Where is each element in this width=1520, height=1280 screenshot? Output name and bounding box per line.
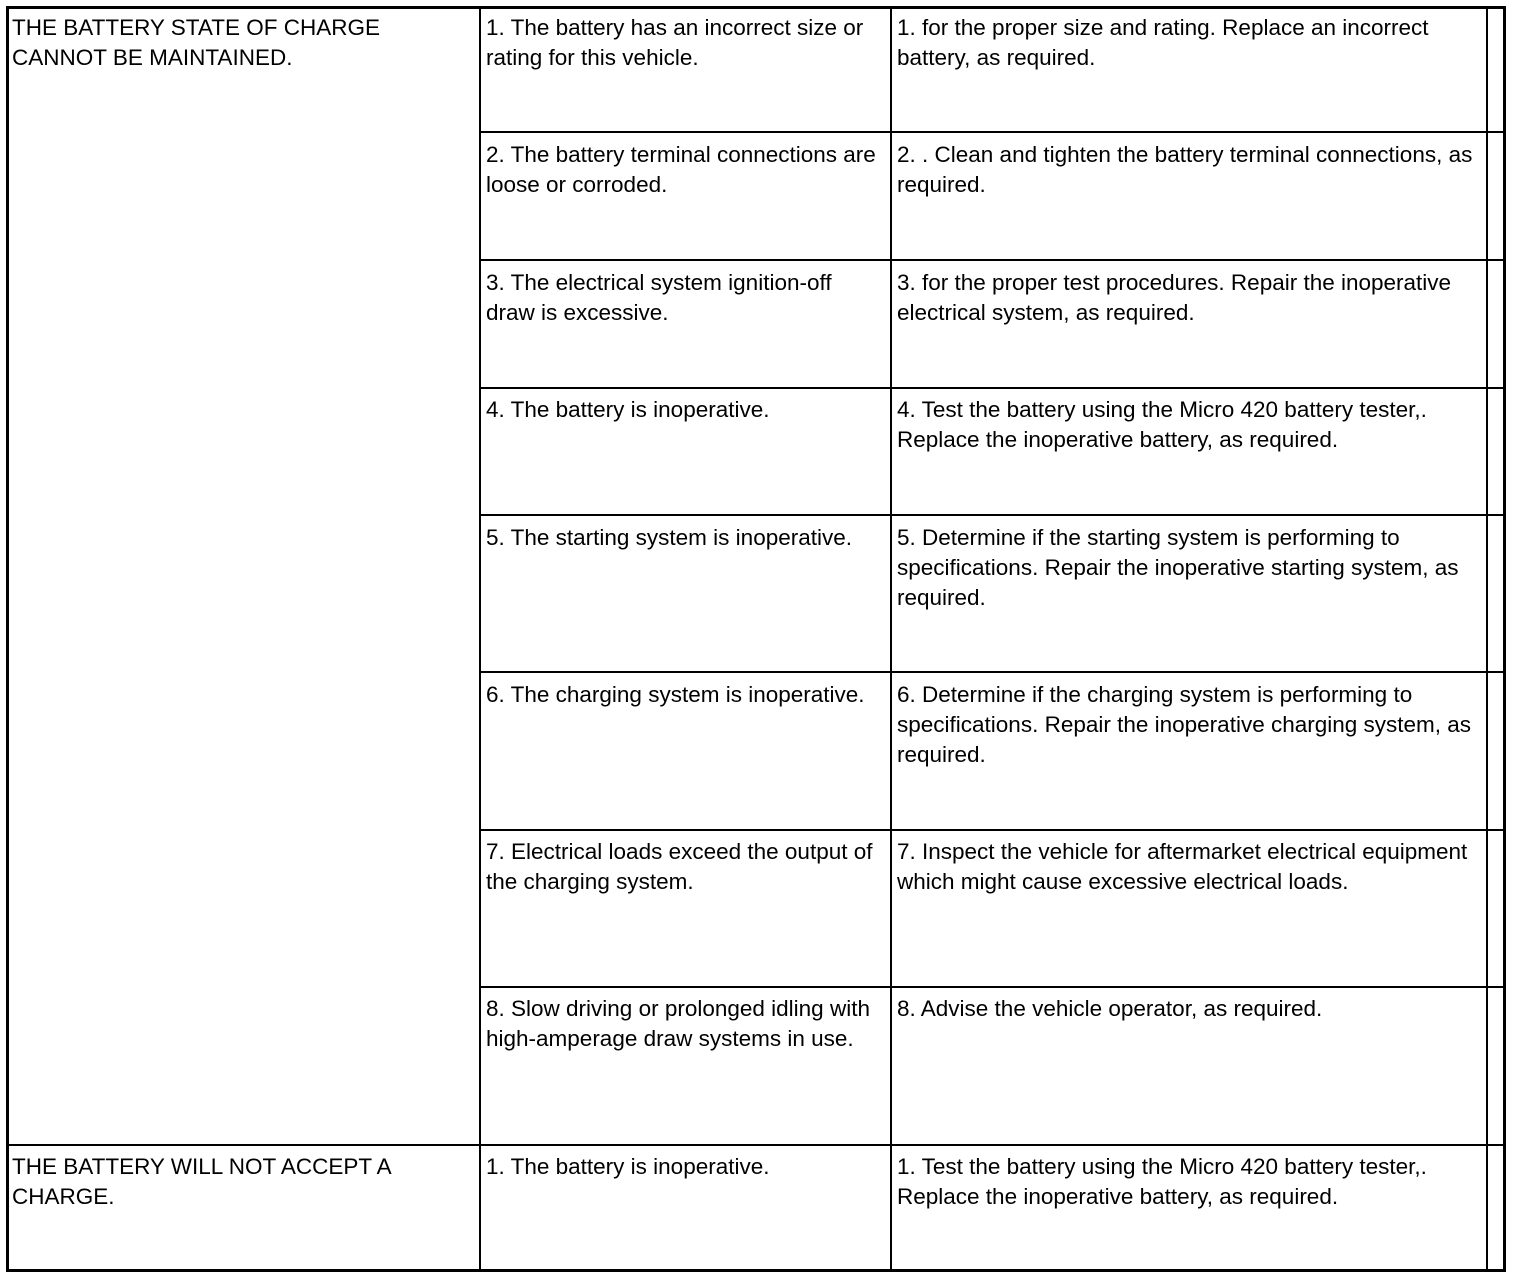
cause-cell: 8. Slow driving or prolonged idling with high-amperage draw systems in use. <box>486 996 870 1051</box>
action-cell: 6. Determine if the charging system is performing to specifications. Repair the inoperative charging system, as required. <box>897 682 1472 767</box>
row-divider <box>480 131 1504 133</box>
action-cell: 1. Test the battery using the Micro 420 battery tester,. Replace the inoperative battery, as required. <box>897 1154 1427 1209</box>
action-cell: 3. for the proper test procedures. Repair the inoperative electrical system, as required. <box>897 270 1452 325</box>
row-divider <box>480 671 1504 673</box>
action-cell: 5. Determine if the starting system is performing to specifications. Repair the inoperative starting system, as required. <box>897 525 1459 610</box>
action-cell: 2. . Clean and tighten the battery terminal connections, as required. <box>897 142 1473 197</box>
condition-cell: THE BATTERY WILL NOT ACCEPT A CHARGE. <box>12 1154 391 1209</box>
cause-cell: 1. The battery has an incorrect size or rating for this vehicle. <box>486 15 864 70</box>
action-cell: 4. Test the battery using the Micro 420 battery tester,. Replace the inoperative battery, as required. <box>897 397 1427 452</box>
cause-cell: 4. The battery is inoperative. <box>486 397 770 422</box>
row-divider <box>480 514 1504 516</box>
cause-cell: 3. The electrical system ignition-off draw is excessive. <box>486 270 832 325</box>
action-cell: 7. Inspect the vehicle for aftermarket electrical equipment which might cause excessive electrical loads. <box>897 839 1468 894</box>
column-divider <box>890 7 892 1271</box>
row-divider <box>480 829 1504 831</box>
cause-cell: 5. The starting system is inoperative. <box>486 525 852 550</box>
action-cell: 8. Advise the vehicle operator, as required. <box>897 996 1323 1021</box>
action-cell: 1. for the proper size and rating. Replace an incorrect battery, as required. <box>897 15 1429 70</box>
column-divider <box>1486 7 1488 1271</box>
cause-cell: 1. The battery is inoperative. <box>486 1154 770 1179</box>
cause-cell: 2. The battery terminal connections are loose or corroded. <box>486 142 876 197</box>
cause-cell: 7. Electrical loads exceed the output of the charging system. <box>486 839 873 894</box>
group-divider <box>7 1144 1504 1146</box>
column-divider <box>479 7 481 1271</box>
row-divider <box>480 986 1504 988</box>
row-divider <box>480 259 1504 261</box>
condition-cell: THE BATTERY STATE OF CHARGE CANNOT BE MAINTAINED. <box>12 15 380 70</box>
row-divider <box>480 387 1504 389</box>
cause-cell: 6. The charging system is inoperative. <box>486 682 865 707</box>
